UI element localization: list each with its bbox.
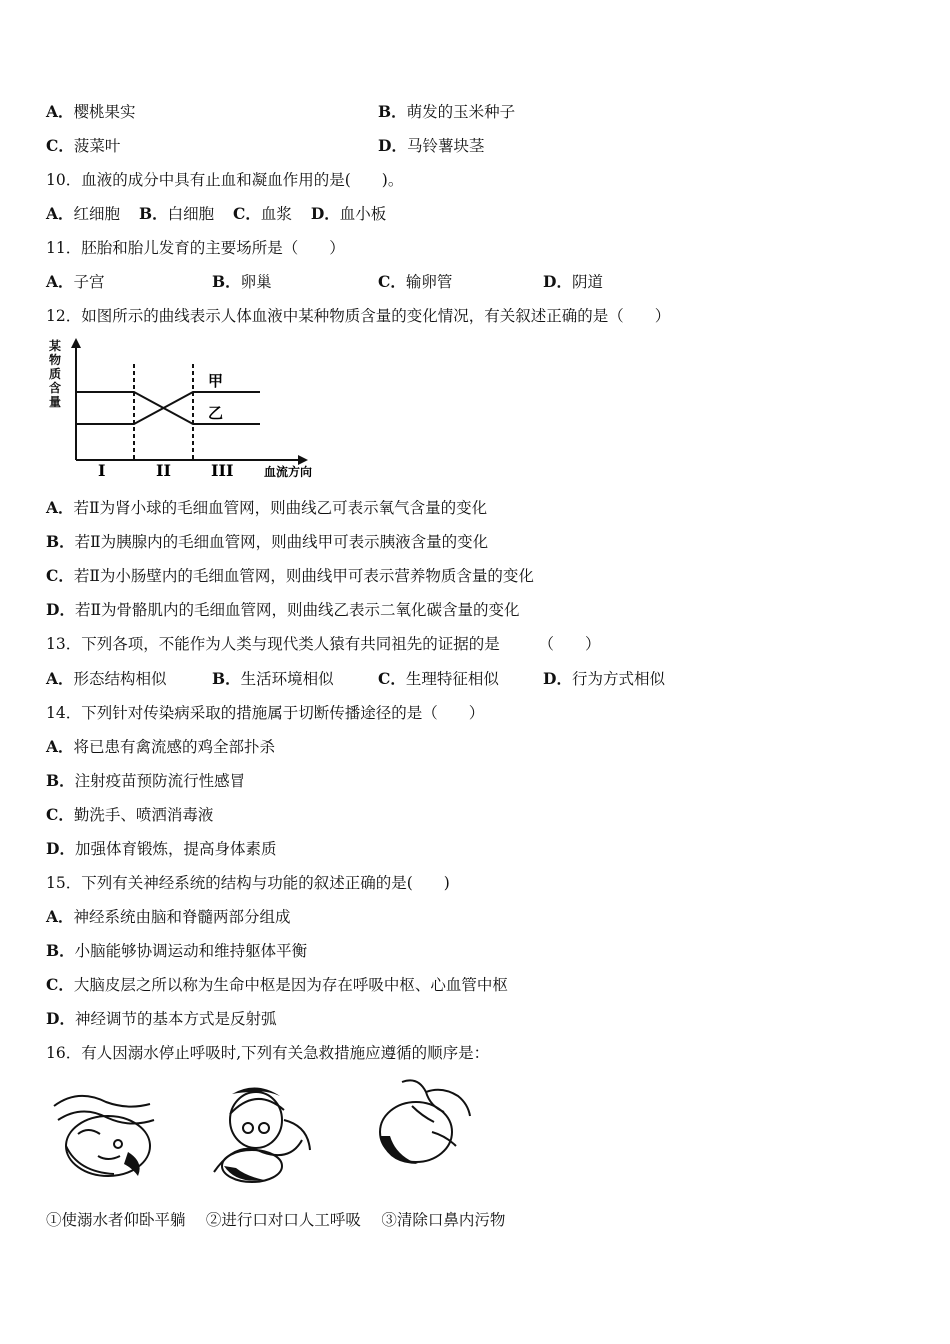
- ylabel-char: 物: [49, 353, 62, 367]
- q12-option-a[interactable]: A．若Ⅱ为肾小球的毛细血管网，则曲线乙可表示氧气含量的变化: [46, 498, 488, 517]
- q15-option-c[interactable]: C．大脑皮层之所以称为生命中枢是因为存在呼吸中枢、心血管中枢: [46, 975, 508, 994]
- q13-stem: 13．下列各项，不能作为人类与现代类人猿有共同祖先的证据的是 （ ）: [46, 635, 601, 653]
- curve-jia: [76, 392, 260, 424]
- q14-option-a[interactable]: A．将已患有禽流感的鸡全部扑杀: [46, 737, 276, 756]
- q14-stem: 14．下列针对传染病采取的措施属于切断传播途径的是（ ）: [46, 704, 485, 722]
- q12-option-b[interactable]: B．若Ⅱ为胰腺内的毛细血管网，则曲线甲可表示胰液含量的变化: [46, 532, 489, 551]
- q13-option-b[interactable]: B．生活环境相似: [212, 669, 334, 688]
- ylabel-char: 含: [49, 381, 62, 395]
- q15-option-b[interactable]: B．小脑能够协调运动和维持躯体平衡: [46, 941, 308, 960]
- q9-option-a[interactable]: A．樱桃果实: [46, 102, 136, 121]
- curve-yi: [76, 392, 260, 424]
- q11-option-b[interactable]: B．卵巢: [212, 272, 272, 291]
- segment-label: I: [98, 461, 106, 480]
- q9-option-b[interactable]: B．萌发的玉米种子: [378, 102, 516, 121]
- q14-option-c[interactable]: C．勤洗手、喷洒消毒液: [46, 805, 214, 824]
- curve-label-jia: 甲: [208, 372, 224, 390]
- ylabel-char: 量: [49, 395, 62, 409]
- x-axis-label: 血流方向: [264, 465, 313, 479]
- q14-option-b[interactable]: B．注射疫苗预防流行性感冒: [46, 771, 246, 790]
- q10-option-a[interactable]: A．红细胞: [46, 204, 121, 223]
- q16-steps: ①使溺水者仰卧平躺 ②进行口对口人工呼吸 ③清除口鼻内污物: [46, 1211, 506, 1229]
- q9-option-d[interactable]: D．马铃薯块茎: [378, 136, 485, 155]
- q10-option-d[interactable]: D．血小板: [310, 204, 387, 223]
- q12-curve-figure: [46, 336, 342, 482]
- segment-label: II: [156, 461, 171, 480]
- q13-option-a[interactable]: A．形态结构相似: [46, 669, 167, 688]
- q11-stem: 11．胚胎和胎儿发育的主要场所是（ ）: [46, 239, 345, 257]
- q12-option-c[interactable]: C．若Ⅱ为小肠壁内的毛细血管网，则曲线甲可表示营养物质含量的变化: [46, 566, 534, 585]
- ylabel-char: 质: [49, 367, 62, 381]
- q10-option-b[interactable]: B．白细胞: [138, 204, 215, 223]
- q15-option-d[interactable]: D．神经调节的基本方式是反射弧: [46, 1009, 277, 1028]
- q11-option-d[interactable]: D．阴道: [543, 272, 603, 291]
- rescue-illustration-2: [206, 1080, 318, 1186]
- rescue-illustration-1: [48, 1076, 160, 1186]
- q10-options: [46, 204, 400, 224]
- y-axis-arrow: [71, 338, 81, 348]
- q11-option-a[interactable]: A．子宫: [46, 272, 105, 291]
- q15-stem: 15．下列有关神经系统的结构与功能的叙述正确的是( ): [46, 874, 450, 892]
- segment-label: III: [211, 461, 234, 480]
- q11-option-c[interactable]: C．输卵管: [378, 272, 453, 291]
- ylabel-char: 某: [49, 339, 62, 353]
- rescue-illustration-3: [372, 1076, 474, 1170]
- q12-option-d[interactable]: D．若Ⅱ为骨骼肌内的毛细血管网，则曲线乙表示二氧化碳含量的变化: [46, 600, 520, 619]
- q13-option-d[interactable]: D．行为方式相似: [543, 669, 665, 688]
- x-axis-arrow: [298, 455, 308, 465]
- q15-option-a[interactable]: A．神经系统由脑和脊髓两部分组成: [46, 907, 291, 926]
- q10-stem: 10．血液的成分中具有止血和凝血作用的是( )。: [46, 171, 404, 189]
- q12-stem: 12．如图所示的曲线表示人体血液中某种物质含量的变化情况，有关叙述正确的是（ ）: [46, 307, 671, 325]
- q10-option-c[interactable]: C．血浆: [233, 204, 292, 223]
- curve-label-yi: 乙: [208, 404, 224, 422]
- q13-option-c[interactable]: C．生理特征相似: [378, 669, 499, 688]
- q9-option-c[interactable]: C．菠菜叶: [46, 136, 121, 155]
- q16-stem: 16．有人因溺水停止呼吸时,下列有关急救措施应遵循的顺序是：: [46, 1044, 490, 1062]
- q14-option-d[interactable]: D．加强体育锻炼，提高身体素质: [46, 839, 277, 858]
